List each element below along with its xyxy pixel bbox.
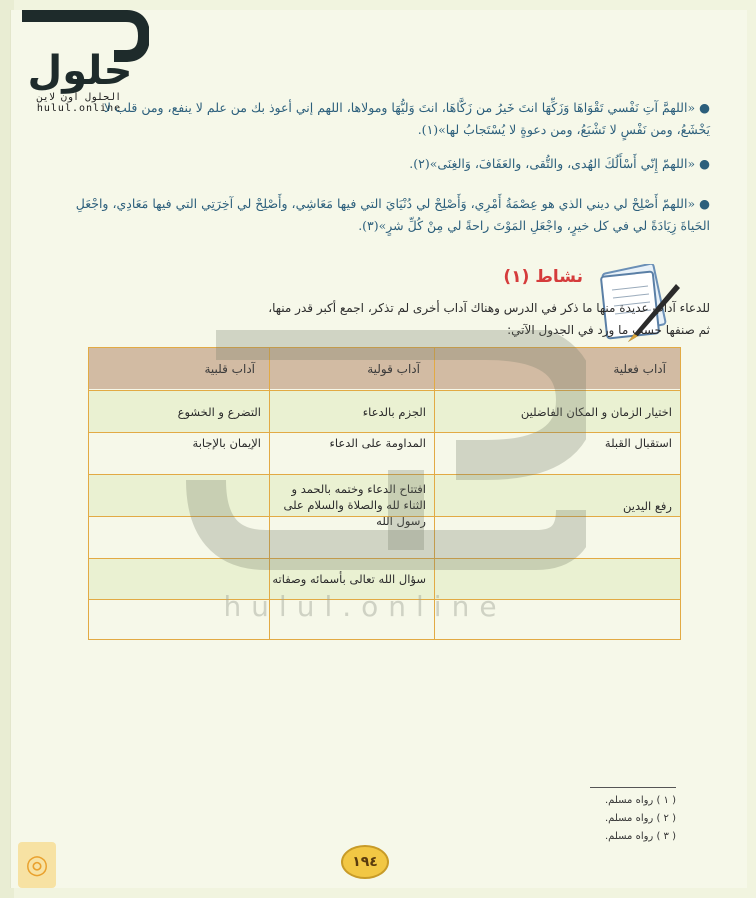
publisher-emblem-icon: ◎ — [18, 842, 56, 888]
dua-paragraph-3: ● «اللهمّ أَصْلِحْ لي ديني الذي هو عِصْمَةُ أَمْرِي، وَأَصْلِحْ لي دُنْيَايَ التي فيها مَعَاشِي، وأَصْلِحْ لي آخِرَتِي التي فيها مَعَادِي، واجْعَلِ الحَياةَ زِيَادَةً لي في كل خيرٍ، واجْعَلِ المَوْتَ راحةً لي مِنْ كُلِّ شرٍ»(٣). — [75, 196, 710, 233]
footnote-3: ( ٣ ) رواه مسلم. — [604, 831, 676, 842]
table-row — [89, 390, 680, 432]
table-cell — [434, 517, 680, 558]
page-number-badge: ١٩٤ — [341, 845, 389, 879]
activity-intro — [110, 297, 710, 341]
table-header-row — [89, 348, 680, 389]
table-cell: استقبال القبلة — [604, 436, 672, 450]
footnote-2: ( ٢ ) رواه مسلم. — [604, 813, 676, 824]
logo-latin: hulul.online — [36, 103, 122, 114]
header-words: آداب قولية — [367, 361, 420, 376]
table-row — [89, 432, 680, 474]
table-row — [89, 516, 680, 558]
activity-title: نشاط (١) — [503, 267, 583, 287]
logo-sub-arabic: الحلول اون لاين — [36, 92, 122, 103]
table-cell — [269, 517, 434, 558]
table-cell: التضرع و الخشوع — [177, 404, 261, 419]
table-row — [89, 474, 680, 528]
watermark-text: hulul.online — [223, 590, 507, 623]
intro-line-1: للدعاء آداب عديدة منها ما ذكر في الدرس وهناك آداب أخرى لم تذكر، اجمع أكبر قدر منها، — [268, 301, 710, 315]
table-cell: المداومة على الدعاء — [329, 436, 426, 450]
footnote-divider — [590, 787, 676, 788]
site-logo[interactable] — [14, 8, 149, 114]
table-cell: سؤال الله تعالى بأسمائه وصفاته — [272, 572, 426, 586]
table-cell — [89, 475, 269, 516]
footnote-1: ( ١ ) رواه مسلم. — [604, 795, 676, 806]
dua-paragraph-2: ● «اللهمّ إِنّي أَسْأَلُكَ الهُدى، والتُّقى، والعَفَافَ، وَالغِنَى»(٢). — [409, 156, 710, 171]
header-actions: آداب فعلية — [613, 361, 666, 376]
table-cell: الإيمان بالإجابة — [192, 436, 261, 450]
intro-line-2: ثم صنفها حسب ما ورد في الجدول الآتي: — [507, 323, 710, 337]
logo-icon — [14, 8, 149, 94]
table-cell: الجزم بالدعاء — [362, 404, 426, 419]
table-cell: افتتاح الدعاء وختمه بالحمد و الثناء لله والصلاة والسلام على رسول الله — [283, 482, 426, 528]
table-cell — [89, 517, 269, 558]
dua-paragraph-1: ● «اللهمَّ آتِ نَفْسي تَقْوَاهَا وَزَكِّهَا انتَ خَيرُ من زَكَّاهَا، انتَ وَليُّهَا ومولاها، اللهم إني أعوذ بك من علم لا ينفع، ومن قلب لا يَخْشَعُ، ومن نَفْسٍ لا تَشْبَعُ، ومن دعوةٍ لا يُسْتَجابُ لها»(١). — [103, 100, 710, 137]
table-cell: اختيار الزمان و المكان الفاضلين — [520, 404, 672, 419]
header-heart: آداب قلبية — [204, 361, 255, 376]
table-cell: رفع اليدين — [623, 499, 672, 513]
logo-arabic-text: حلول — [27, 48, 133, 94]
